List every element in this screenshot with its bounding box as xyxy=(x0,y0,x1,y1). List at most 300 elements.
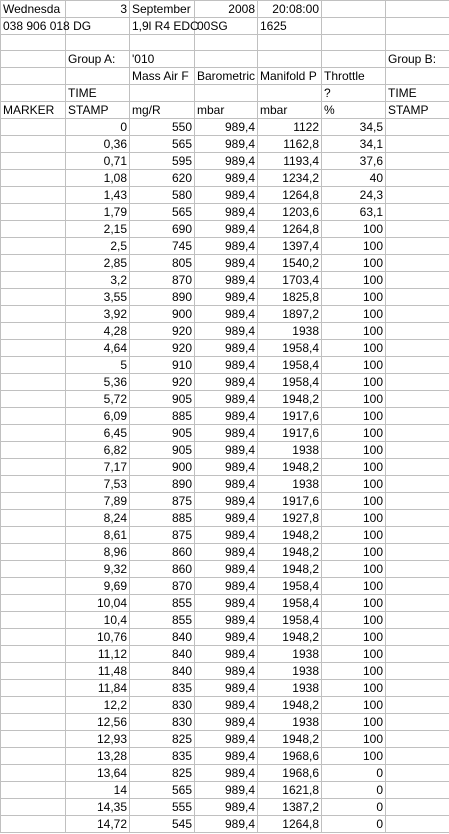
cell[interactable] xyxy=(386,680,449,697)
cell[interactable]: 1938 xyxy=(258,442,322,459)
cell[interactable] xyxy=(1,187,66,204)
cell[interactable]: 1948,2 xyxy=(258,527,322,544)
cell[interactable] xyxy=(386,612,449,629)
cell[interactable]: 1938 xyxy=(258,323,322,340)
cell[interactable]: 1938 xyxy=(258,646,322,663)
cell[interactable] xyxy=(195,35,258,51)
cell[interactable]: 100 xyxy=(322,255,386,272)
cell[interactable]: 100 xyxy=(322,663,386,680)
cell[interactable]: 34,1 xyxy=(322,136,386,153)
cell[interactable]: 1958,4 xyxy=(258,374,322,391)
cell[interactable]: 100 xyxy=(322,493,386,510)
cell[interactable] xyxy=(386,1,449,18)
cell[interactable]: 37,6 xyxy=(322,153,386,170)
cell[interactable]: 100 xyxy=(322,238,386,255)
cell[interactable]: 14 xyxy=(66,782,130,799)
cell[interactable]: 1,79 xyxy=(66,204,130,221)
cell[interactable]: 989,4 xyxy=(195,170,258,187)
cell[interactable]: 1825,8 xyxy=(258,289,322,306)
cell[interactable] xyxy=(1,85,66,102)
cell[interactable]: 989,4 xyxy=(195,646,258,663)
cell[interactable]: 1917,6 xyxy=(258,493,322,510)
cell[interactable]: 7,17 xyxy=(66,459,130,476)
cell[interactable]: 9,32 xyxy=(66,561,130,578)
cell[interactable] xyxy=(1,476,66,493)
cell[interactable] xyxy=(1,374,66,391)
cell[interactable]: 565 xyxy=(130,782,195,799)
cell[interactable] xyxy=(1,425,66,442)
cell[interactable]: 920 xyxy=(130,340,195,357)
cell[interactable]: 2,85 xyxy=(66,255,130,272)
cell[interactable]: 14,72 xyxy=(66,816,130,833)
cell[interactable]: 989,4 xyxy=(195,816,258,833)
cell[interactable]: 1264,8 xyxy=(258,187,322,204)
cell[interactable]: 989,4 xyxy=(195,204,258,221)
cell[interactable] xyxy=(66,35,130,51)
cell[interactable] xyxy=(322,51,386,68)
cell[interactable]: 989,4 xyxy=(195,595,258,612)
cell[interactable]: 100 xyxy=(322,527,386,544)
cell[interactable]: 100 xyxy=(322,731,386,748)
cell[interactable] xyxy=(322,1,386,18)
cell[interactable]: 1958,4 xyxy=(258,612,322,629)
cell[interactable]: 840 xyxy=(130,646,195,663)
cell[interactable]: 100 xyxy=(322,697,386,714)
cell[interactable] xyxy=(386,595,449,612)
cell[interactable] xyxy=(195,51,258,68)
cell[interactable]: 989,4 xyxy=(195,782,258,799)
cell[interactable]: 1948,2 xyxy=(258,629,322,646)
cell[interactable] xyxy=(1,595,66,612)
cell[interactable] xyxy=(1,289,66,306)
cell[interactable]: 989,4 xyxy=(195,323,258,340)
cell[interactable]: Wednesda xyxy=(1,1,66,18)
cell[interactable]: 620 xyxy=(130,170,195,187)
cell[interactable] xyxy=(386,799,449,816)
cell[interactable]: 830 xyxy=(130,697,195,714)
cell[interactable]: 6,82 xyxy=(66,442,130,459)
cell[interactable]: 989,4 xyxy=(195,272,258,289)
cell[interactable]: 12,93 xyxy=(66,731,130,748)
cell[interactable] xyxy=(1,765,66,782)
cell[interactable] xyxy=(322,18,386,35)
cell[interactable]: 4,28 xyxy=(66,323,130,340)
cell[interactable]: 1387,2 xyxy=(258,799,322,816)
cell[interactable]: 875 xyxy=(130,527,195,544)
cell[interactable]: 1,08 xyxy=(66,170,130,187)
cell[interactable]: 1397,4 xyxy=(258,238,322,255)
cell[interactable] xyxy=(1,510,66,527)
cell[interactable] xyxy=(386,731,449,748)
cell[interactable]: 1948,2 xyxy=(258,459,322,476)
cell[interactable]: MARKER xyxy=(1,102,66,119)
cell[interactable] xyxy=(1,714,66,731)
cell[interactable]: 989,4 xyxy=(195,340,258,357)
cell[interactable]: 989,4 xyxy=(195,680,258,697)
cell[interactable]: mg/R xyxy=(130,102,195,119)
cell[interactable] xyxy=(1,323,66,340)
cell[interactable]: 1968,6 xyxy=(258,748,322,765)
cell[interactable]: 1897,2 xyxy=(258,306,322,323)
cell[interactable] xyxy=(1,544,66,561)
cell[interactable]: 14,35 xyxy=(66,799,130,816)
cell[interactable]: 3 xyxy=(66,1,130,18)
cell[interactable] xyxy=(386,476,449,493)
cell[interactable]: 0 xyxy=(322,765,386,782)
cell[interactable] xyxy=(1,680,66,697)
cell[interactable]: 545 xyxy=(130,816,195,833)
cell[interactable]: 40 xyxy=(322,170,386,187)
cell[interactable]: 989,4 xyxy=(195,221,258,238)
cell[interactable]: 100 xyxy=(322,425,386,442)
cell[interactable] xyxy=(1,816,66,833)
cell[interactable]: 1938 xyxy=(258,680,322,697)
cell[interactable]: Manifold P xyxy=(258,68,322,85)
cell[interactable]: 1,9l R4 EDC xyxy=(130,18,195,35)
cell[interactable] xyxy=(1,493,66,510)
cell[interactable] xyxy=(386,289,449,306)
cell[interactable] xyxy=(386,272,449,289)
cell[interactable]: 555 xyxy=(130,799,195,816)
cell[interactable]: 0 xyxy=(322,782,386,799)
cell[interactable]: 100 xyxy=(322,221,386,238)
cell[interactable]: 890 xyxy=(130,289,195,306)
cell[interactable]: 100 xyxy=(322,340,386,357)
cell[interactable]: 1968,6 xyxy=(258,765,322,782)
cell[interactable]: 989,4 xyxy=(195,408,258,425)
cell[interactable]: 989,4 xyxy=(195,306,258,323)
cell[interactable]: 13,28 xyxy=(66,748,130,765)
cell[interactable]: 100 xyxy=(322,714,386,731)
cell[interactable]: 835 xyxy=(130,748,195,765)
cell[interactable]: 855 xyxy=(130,612,195,629)
cell[interactable]: 0 xyxy=(322,816,386,833)
cell[interactable]: 910 xyxy=(130,357,195,374)
cell[interactable]: TIME xyxy=(66,85,130,102)
cell[interactable] xyxy=(195,85,258,102)
cell[interactable] xyxy=(386,187,449,204)
cell[interactable]: 989,4 xyxy=(195,748,258,765)
cell[interactable]: 905 xyxy=(130,391,195,408)
cell[interactable]: 8,96 xyxy=(66,544,130,561)
cell[interactable]: 100 xyxy=(322,459,386,476)
cell[interactable]: 2008 xyxy=(195,1,258,18)
cell[interactable]: 1540,2 xyxy=(258,255,322,272)
cell[interactable] xyxy=(1,391,66,408)
cell[interactable]: 11,84 xyxy=(66,680,130,697)
cell[interactable]: 989,4 xyxy=(195,629,258,646)
cell[interactable]: 0 xyxy=(322,799,386,816)
cell[interactable] xyxy=(1,646,66,663)
cell[interactable]: 1958,4 xyxy=(258,595,322,612)
cell[interactable]: ? xyxy=(322,85,386,102)
cell[interactable] xyxy=(1,35,66,51)
cell[interactable] xyxy=(1,578,66,595)
cell[interactable] xyxy=(386,204,449,221)
cell[interactable]: 989,4 xyxy=(195,153,258,170)
cell[interactable]: 10,76 xyxy=(66,629,130,646)
cell[interactable]: 860 xyxy=(130,561,195,578)
cell[interactable]: 989,4 xyxy=(195,663,258,680)
cell[interactable]: 11,12 xyxy=(66,646,130,663)
cell[interactable]: 1938 xyxy=(258,714,322,731)
cell[interactable] xyxy=(386,170,449,187)
cell[interactable]: 989,4 xyxy=(195,510,258,527)
cell[interactable]: 038 906 018 DG xyxy=(1,18,66,35)
cell[interactable] xyxy=(386,408,449,425)
cell[interactable]: 2,15 xyxy=(66,221,130,238)
cell[interactable]: 100 xyxy=(322,612,386,629)
cell[interactable]: STAMP xyxy=(66,102,130,119)
cell[interactable] xyxy=(1,442,66,459)
cell[interactable] xyxy=(1,272,66,289)
cell[interactable]: mbar xyxy=(195,102,258,119)
cell[interactable]: 920 xyxy=(130,323,195,340)
cell[interactable] xyxy=(1,153,66,170)
cell[interactable] xyxy=(386,816,449,833)
cell[interactable] xyxy=(386,663,449,680)
cell[interactable]: 100 xyxy=(322,306,386,323)
cell[interactable]: 10,4 xyxy=(66,612,130,629)
cell[interactable] xyxy=(1,748,66,765)
cell[interactable]: 825 xyxy=(130,765,195,782)
cell[interactable]: 3,92 xyxy=(66,306,130,323)
cell[interactable]: 9,69 xyxy=(66,578,130,595)
cell[interactable]: 1958,4 xyxy=(258,357,322,374)
cell[interactable]: 989,4 xyxy=(195,357,258,374)
cell[interactable]: 830 xyxy=(130,714,195,731)
cell[interactable]: 565 xyxy=(130,204,195,221)
cell[interactable]: 989,4 xyxy=(195,493,258,510)
cell[interactable]: 12,56 xyxy=(66,714,130,731)
cell[interactable]: 550 xyxy=(130,119,195,136)
cell[interactable]: 2,5 xyxy=(66,238,130,255)
cell[interactable] xyxy=(1,408,66,425)
cell[interactable]: 8,24 xyxy=(66,510,130,527)
cell[interactable]: TIME xyxy=(386,85,449,102)
cell[interactable]: 0,71 xyxy=(66,153,130,170)
cell[interactable] xyxy=(386,578,449,595)
cell[interactable]: 989,4 xyxy=(195,136,258,153)
cell[interactable]: 100 xyxy=(322,289,386,306)
cell[interactable]: 1948,2 xyxy=(258,561,322,578)
cell[interactable]: 4,64 xyxy=(66,340,130,357)
cell[interactable] xyxy=(66,68,130,85)
cell[interactable]: 1,43 xyxy=(66,187,130,204)
cell[interactable] xyxy=(258,35,322,51)
cell[interactable]: Mass Air F xyxy=(130,68,195,85)
cell[interactable]: 100 xyxy=(322,646,386,663)
cell[interactable]: 989,4 xyxy=(195,612,258,629)
cell[interactable] xyxy=(386,782,449,799)
cell[interactable] xyxy=(1,255,66,272)
cell[interactable] xyxy=(386,323,449,340)
cell[interactable]: 1703,4 xyxy=(258,272,322,289)
cell[interactable]: 920 xyxy=(130,374,195,391)
cell[interactable]: 900 xyxy=(130,306,195,323)
cell[interactable]: 5,36 xyxy=(66,374,130,391)
cell[interactable] xyxy=(386,510,449,527)
cell[interactable]: 24,3 xyxy=(322,187,386,204)
cell[interactable] xyxy=(386,493,449,510)
cell[interactable]: 100 xyxy=(322,629,386,646)
cell[interactable]: 1948,2 xyxy=(258,731,322,748)
cell[interactable]: 989,4 xyxy=(195,442,258,459)
cell[interactable]: 580 xyxy=(130,187,195,204)
cell[interactable]: 100 xyxy=(322,408,386,425)
cell[interactable]: 1938 xyxy=(258,663,322,680)
cell[interactable] xyxy=(386,136,449,153)
cell[interactable]: 900 xyxy=(130,459,195,476)
cell[interactable]: 870 xyxy=(130,272,195,289)
cell[interactable] xyxy=(386,425,449,442)
cell[interactable] xyxy=(1,51,66,68)
cell[interactable]: 835 xyxy=(130,680,195,697)
cell[interactable]: 8,61 xyxy=(66,527,130,544)
cell[interactable]: 5,72 xyxy=(66,391,130,408)
cell[interactable]: 100 xyxy=(322,272,386,289)
cell[interactable] xyxy=(386,561,449,578)
cell[interactable]: 1958,4 xyxy=(258,578,322,595)
cell[interactable] xyxy=(1,204,66,221)
cell[interactable]: 860 xyxy=(130,544,195,561)
cell[interactable]: mbar xyxy=(258,102,322,119)
cell[interactable]: 840 xyxy=(130,629,195,646)
cell[interactable]: 1621,8 xyxy=(258,782,322,799)
cell[interactable]: 989,4 xyxy=(195,374,258,391)
cell[interactable] xyxy=(386,391,449,408)
cell[interactable] xyxy=(386,459,449,476)
cell[interactable] xyxy=(386,153,449,170)
cell[interactable] xyxy=(1,561,66,578)
cell[interactable]: 1948,2 xyxy=(258,697,322,714)
cell[interactable]: 100 xyxy=(322,561,386,578)
cell[interactable]: 1948,2 xyxy=(258,391,322,408)
cell[interactable] xyxy=(1,629,66,646)
cell[interactable]: 825 xyxy=(130,731,195,748)
cell[interactable]: 989,4 xyxy=(195,476,258,493)
cell[interactable]: 989,4 xyxy=(195,799,258,816)
cell[interactable] xyxy=(1,731,66,748)
cell[interactable] xyxy=(386,527,449,544)
cell[interactable]: 12,2 xyxy=(66,697,130,714)
cell[interactable]: 0,36 xyxy=(66,136,130,153)
cell[interactable]: 100 xyxy=(322,357,386,374)
cell[interactable]: 989,4 xyxy=(195,391,258,408)
cell[interactable]: 690 xyxy=(130,221,195,238)
cell[interactable]: 875 xyxy=(130,493,195,510)
cell[interactable]: Barometric xyxy=(195,68,258,85)
cell[interactable]: 989,4 xyxy=(195,527,258,544)
cell[interactable]: 63,1 xyxy=(322,204,386,221)
cell[interactable]: 989,4 xyxy=(195,425,258,442)
cell[interactable]: 1193,4 xyxy=(258,153,322,170)
cell[interactable] xyxy=(386,306,449,323)
cell[interactable]: 989,4 xyxy=(195,765,258,782)
cell[interactable]: 100 xyxy=(322,476,386,493)
cell[interactable] xyxy=(1,612,66,629)
cell[interactable]: 100 xyxy=(322,748,386,765)
cell[interactable]: 1927,8 xyxy=(258,510,322,527)
cell[interactable]: 905 xyxy=(130,425,195,442)
cell[interactable]: 805 xyxy=(130,255,195,272)
cell[interactable] xyxy=(386,697,449,714)
cell[interactable] xyxy=(1,238,66,255)
cell[interactable] xyxy=(386,119,449,136)
cell[interactable] xyxy=(386,765,449,782)
cell[interactable]: 989,4 xyxy=(195,119,258,136)
cell[interactable] xyxy=(130,35,195,51)
cell[interactable]: 989,4 xyxy=(195,578,258,595)
cell[interactable]: 989,4 xyxy=(195,714,258,731)
cell[interactable] xyxy=(1,306,66,323)
cell[interactable]: 885 xyxy=(130,408,195,425)
cell[interactable] xyxy=(386,544,449,561)
cell[interactable]: 1203,6 xyxy=(258,204,322,221)
cell[interactable] xyxy=(386,340,449,357)
cell[interactable]: 100 xyxy=(322,374,386,391)
cell[interactable]: 1917,6 xyxy=(258,408,322,425)
cell[interactable] xyxy=(130,85,195,102)
cell[interactable]: Group B: xyxy=(386,51,449,68)
cell[interactable] xyxy=(386,255,449,272)
cell[interactable] xyxy=(1,527,66,544)
cell[interactable] xyxy=(258,51,322,68)
cell[interactable]: 890 xyxy=(130,476,195,493)
cell[interactable]: Throttle xyxy=(322,68,386,85)
cell[interactable]: 989,4 xyxy=(195,289,258,306)
cell[interactable]: % xyxy=(322,102,386,119)
cell[interactable] xyxy=(386,714,449,731)
cell[interactable]: 989,4 xyxy=(195,544,258,561)
cell[interactable] xyxy=(1,136,66,153)
cell[interactable]: 1162,8 xyxy=(258,136,322,153)
cell[interactable]: 885 xyxy=(130,510,195,527)
cell[interactable]: 7,89 xyxy=(66,493,130,510)
cell[interactable]: 989,4 xyxy=(195,561,258,578)
cell[interactable]: 100 xyxy=(322,680,386,697)
cell[interactable]: 989,4 xyxy=(195,731,258,748)
cell[interactable]: 0 xyxy=(66,119,130,136)
cell[interactable]: 1264,8 xyxy=(258,221,322,238)
cell[interactable]: 1625 xyxy=(258,18,322,35)
cell[interactable]: 1948,2 xyxy=(258,544,322,561)
cell[interactable] xyxy=(1,799,66,816)
cell[interactable]: 20:08:00 xyxy=(258,1,322,18)
cell[interactable]: 745 xyxy=(130,238,195,255)
cell[interactable]: 989,4 xyxy=(195,459,258,476)
cell[interactable]: 34,5 xyxy=(322,119,386,136)
cell[interactable]: 13,64 xyxy=(66,765,130,782)
cell[interactable]: 6,45 xyxy=(66,425,130,442)
cell[interactable]: 855 xyxy=(130,595,195,612)
cell[interactable] xyxy=(386,442,449,459)
cell[interactable]: 1122 xyxy=(258,119,322,136)
cell[interactable]: 7,53 xyxy=(66,476,130,493)
cell[interactable]: 595 xyxy=(130,153,195,170)
cell[interactable]: 100 xyxy=(322,323,386,340)
cell[interactable] xyxy=(386,238,449,255)
cell[interactable]: 989,4 xyxy=(195,238,258,255)
cell[interactable]: 3,2 xyxy=(66,272,130,289)
cell[interactable] xyxy=(1,68,66,85)
cell[interactable] xyxy=(386,18,449,35)
cell[interactable]: 989,4 xyxy=(195,697,258,714)
cell[interactable]: 1958,4 xyxy=(258,340,322,357)
cell[interactable] xyxy=(386,629,449,646)
cell[interactable]: 100 xyxy=(322,544,386,561)
cell[interactable]: 840 xyxy=(130,663,195,680)
